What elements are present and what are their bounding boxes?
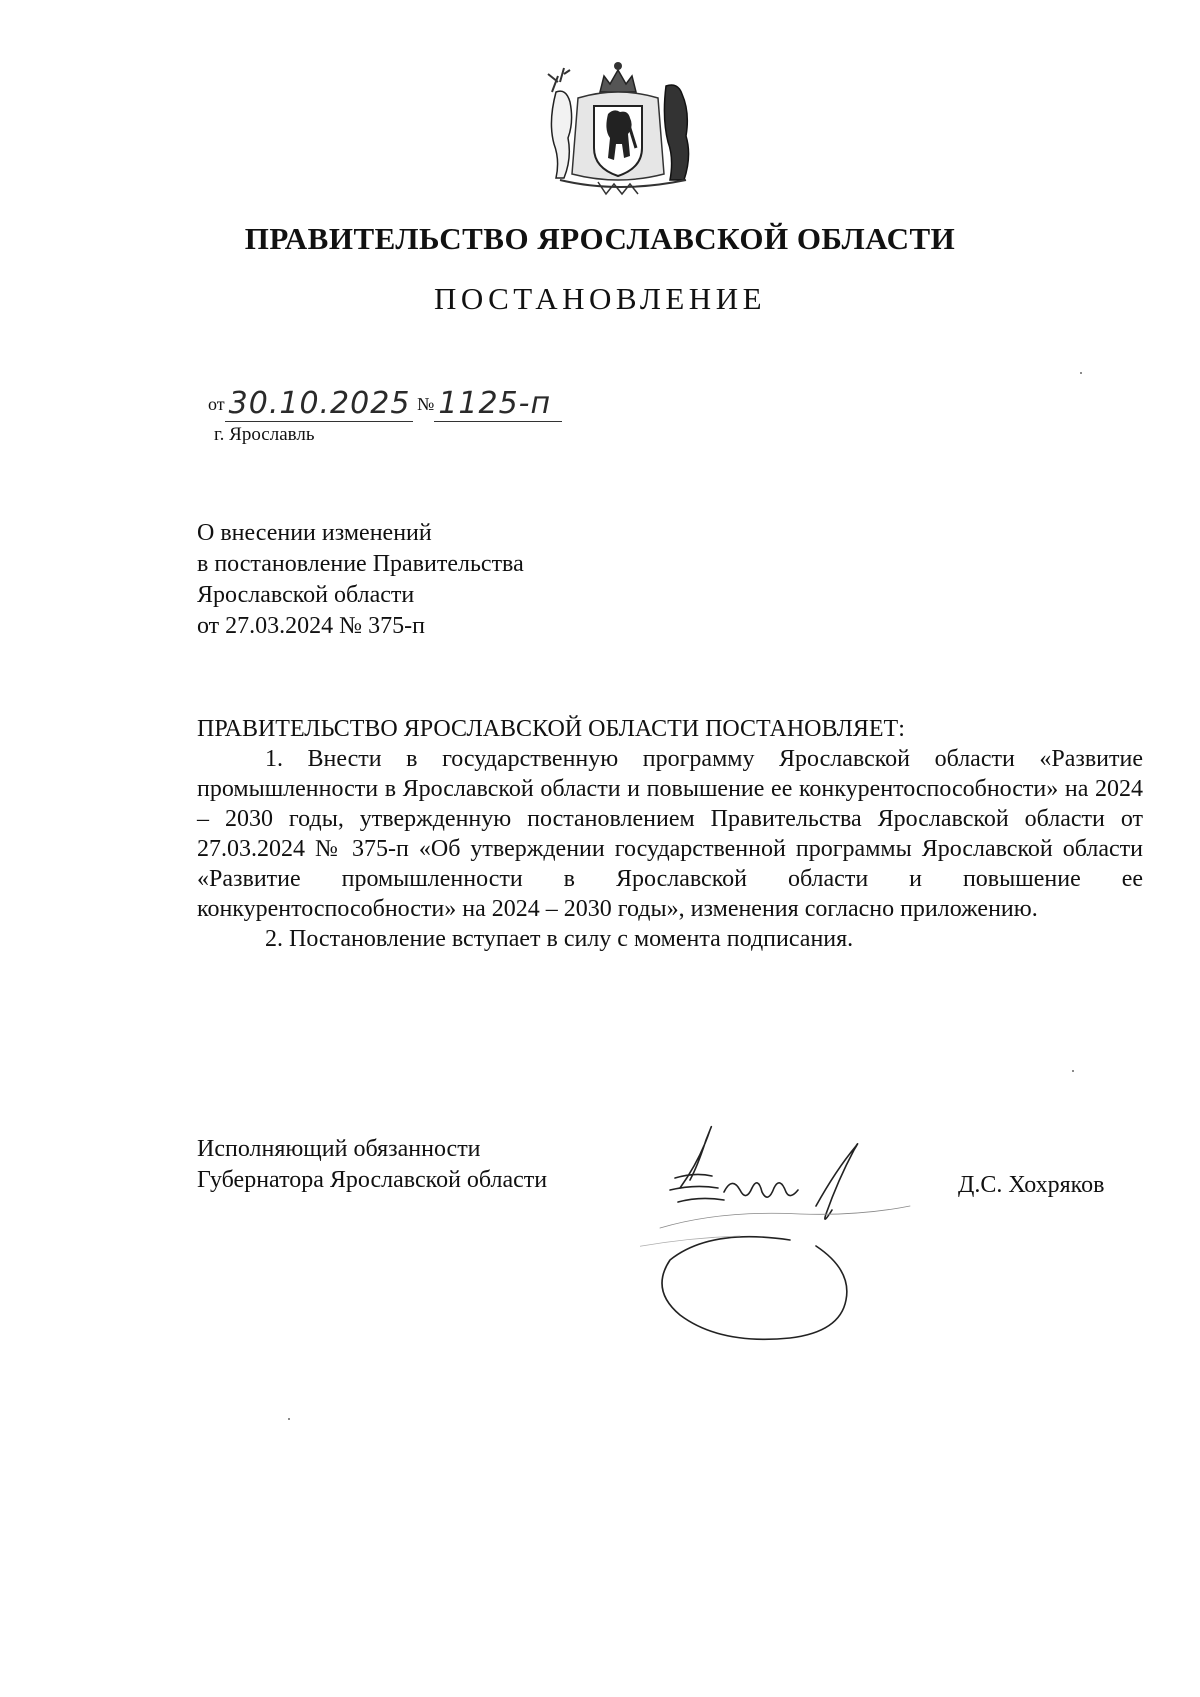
handwritten-date: 30.10.2025 [225, 387, 413, 422]
decree-paragraph-2: 2. Постановление вступает в силу с момента подписания. [265, 926, 854, 952]
position-line: Губернатора Ярославской области [197, 1167, 548, 1193]
scan-speck [1072, 1070, 1074, 1072]
number-prefix: № [417, 394, 435, 414]
subject-line: в постановление Правительства [197, 551, 524, 577]
date-prefix: от [208, 394, 225, 414]
handwritten-signature-icon [640, 1110, 960, 1360]
government-title: ПРАВИТЕЛЬСТВО ЯРОСЛАВСКОЙ ОБЛАСТИ [244, 221, 956, 256]
coat-of-arms-icon [538, 52, 698, 202]
city-label: г. Ярославль [214, 424, 315, 445]
decree-heading: ПРАВИТЕЛЬСТВО ЯРОСЛАВСКОЙ ОБЛАСТИ ПОСТАНОВЛЯЕТ: [197, 716, 905, 742]
registration-line [208, 386, 562, 422]
scan-speck [1080, 372, 1082, 374]
subject-line: от 27.03.2024 № 375-п [197, 613, 425, 639]
signatory-position [197, 1134, 547, 1196]
handwritten-number: 1125-п [434, 387, 562, 422]
scan-speck [288, 1418, 290, 1420]
signatory-name: Д.С. Хохряков [958, 1172, 1105, 1198]
subject-line: Ярославской области [197, 582, 415, 608]
position-line: Исполняющий обязанности [197, 1136, 481, 1162]
decree-body [197, 714, 1143, 954]
decree-paragraph-1: 1. Внести в государственную программу Ярославской области «Развитие промышленности в Ярославской области и повышение ее конкурентоспособности» на 2024 – 2030 годы, утвержденную постановлением Правительства Ярославской области от 27.03.2024 № 375-п «Об утверждении государственной программы Ярославской области «Развитие промышленности в Ярославской области и повышение ее конкурентоспособности» на 2024 – 2030 годы», изменения согласно приложению. [197, 746, 1143, 922]
document-subject [197, 518, 524, 642]
subject-line: О внесении изменений [197, 520, 432, 546]
document-kind-title: ПОСТАНОВЛЕНИЕ [433, 281, 767, 316]
